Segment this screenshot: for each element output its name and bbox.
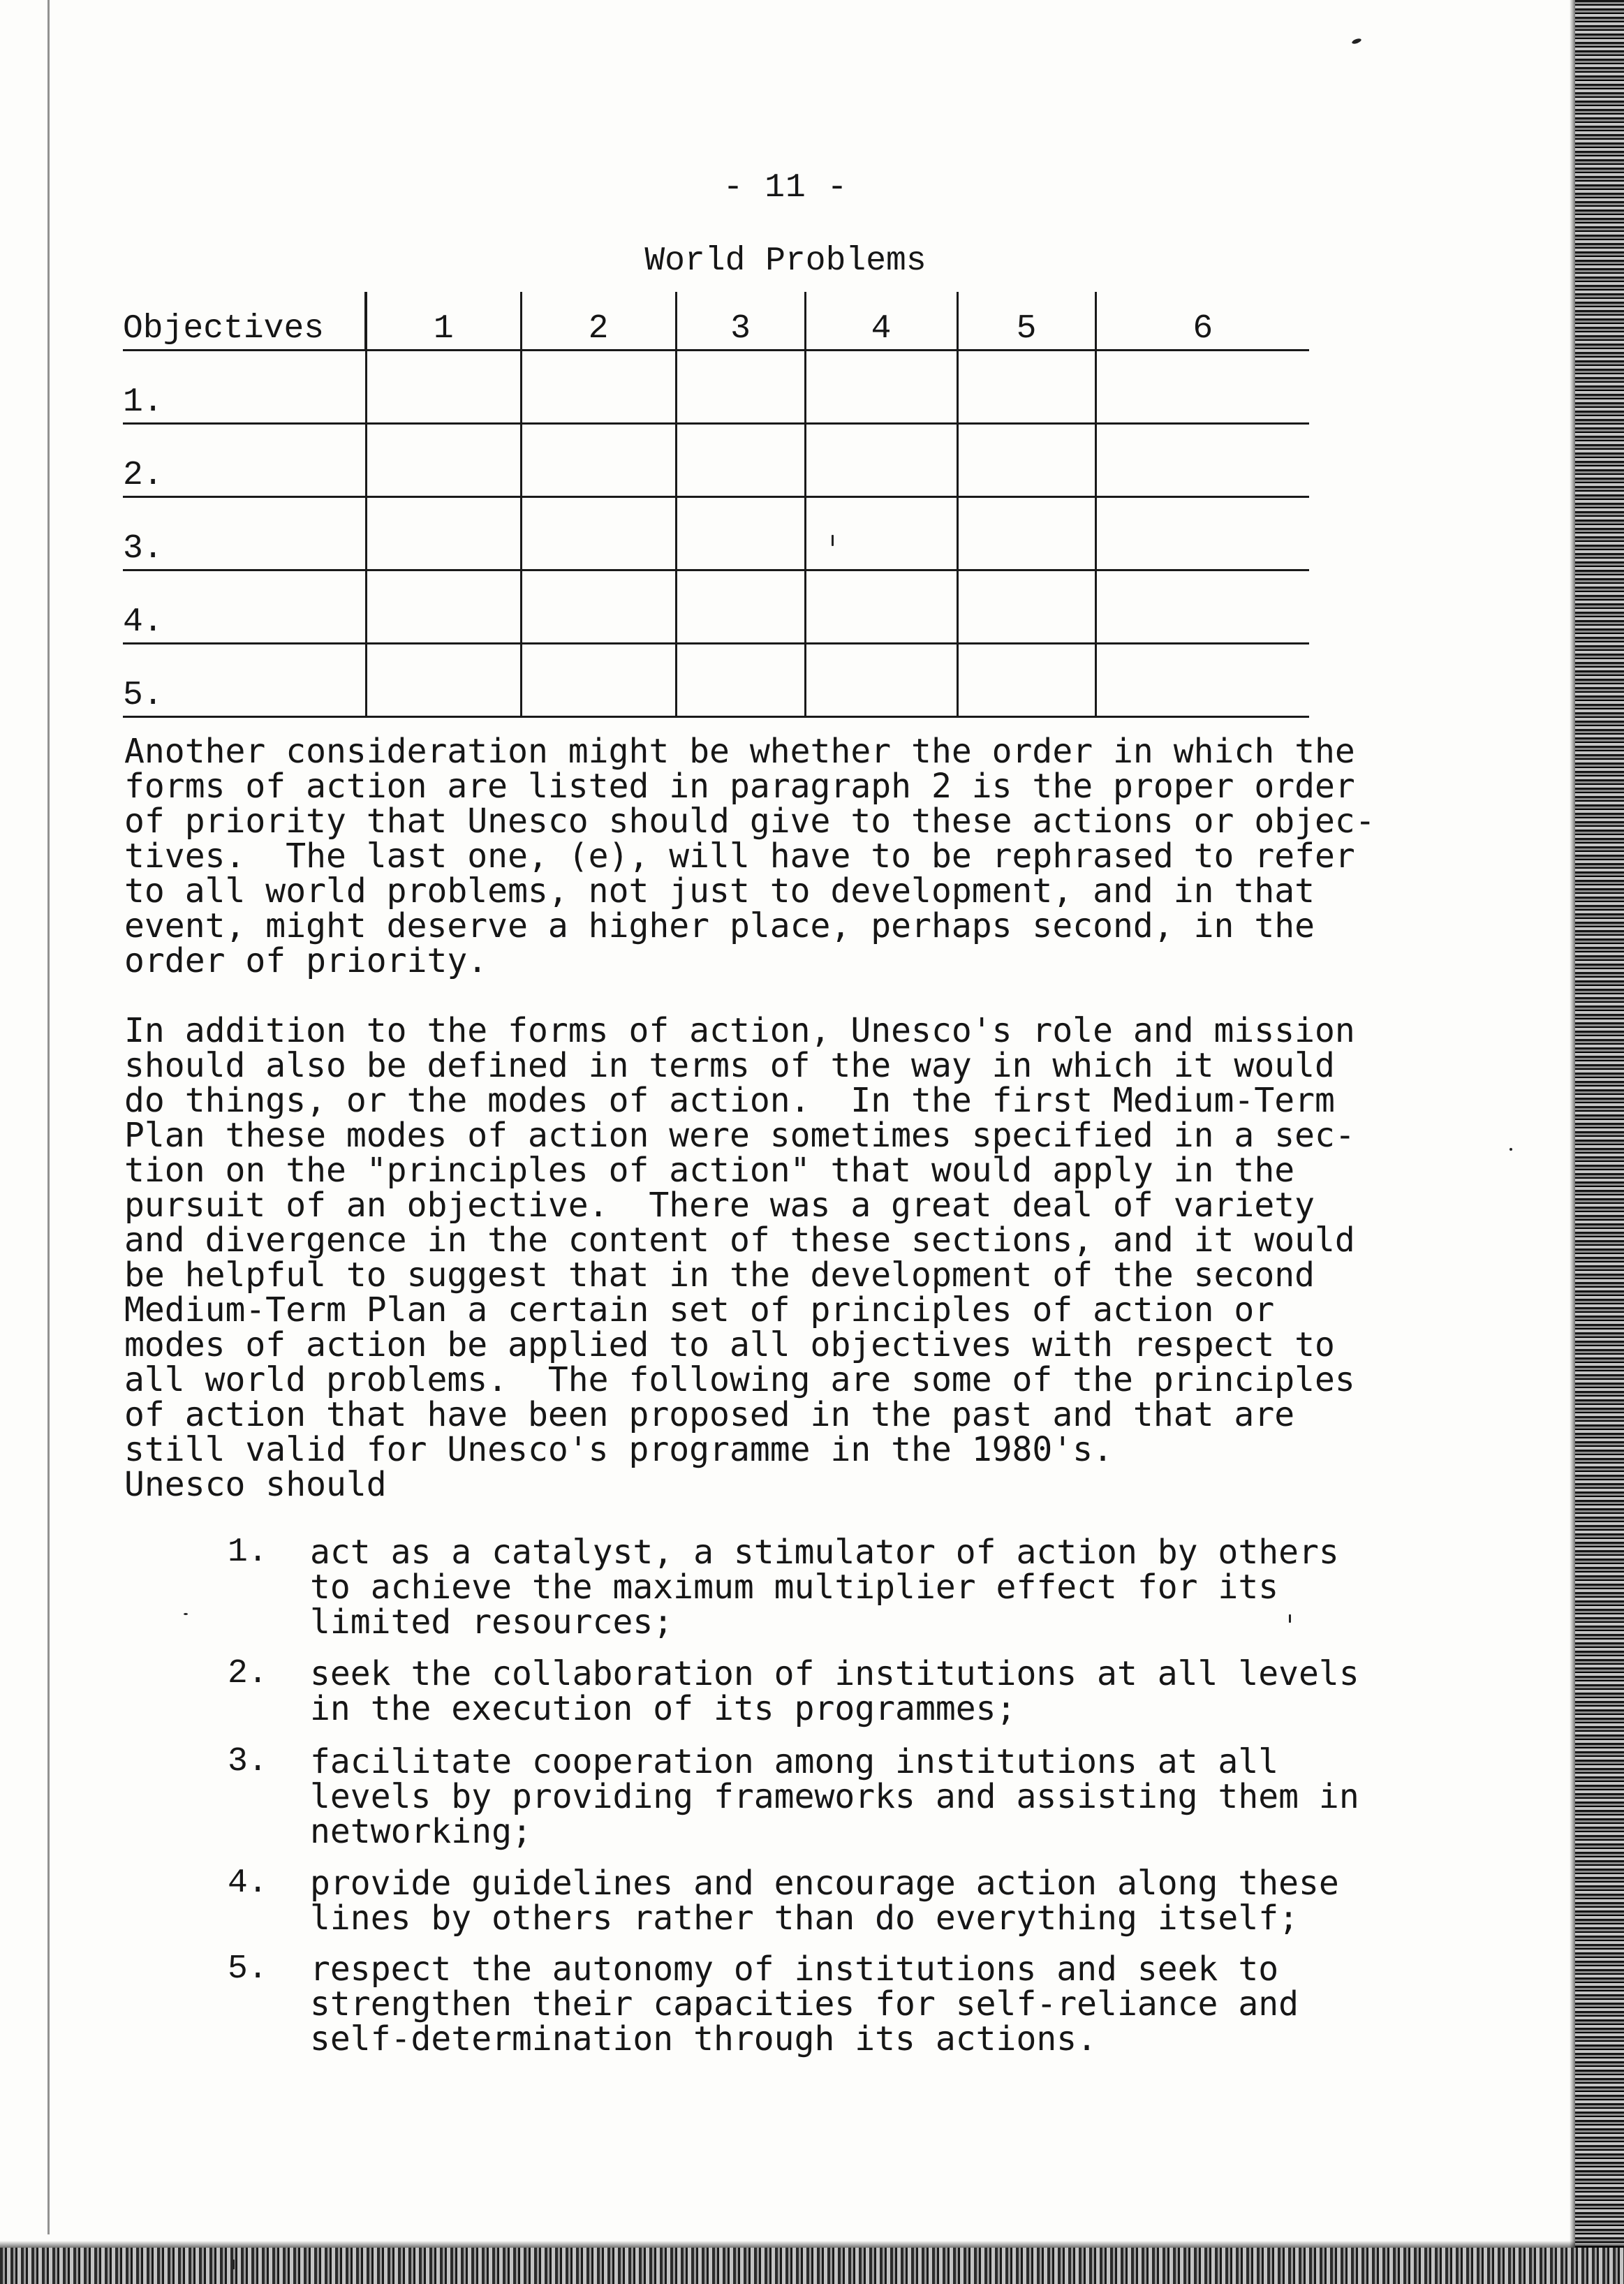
list-item-number: 4. [228, 1864, 268, 1902]
table-cell [1095, 424, 1309, 497]
table-cell [1095, 570, 1309, 644]
table-cell [1095, 351, 1309, 424]
scan-speck [1351, 38, 1361, 45]
table-cell [805, 351, 957, 424]
table-cell [521, 570, 676, 644]
table-cell [521, 424, 676, 497]
table-row [123, 644, 1309, 717]
table-row [123, 424, 1309, 497]
paragraph-modes-of-action: In addition to the forms of action, Unesco's role and mission should also be defined in terms of the way in which it would do things, or the modes of action. In the first Medium-Term Plan these modes of action were sometimes specified in a sec- tion on the "principles of action" that would apply in the pursuit of an objective. There was a great deal of variety and divergence in the content of these sections, and it would be helpful to suggest that in the development of the second Medium-Term Plan a certain set of principles of action or modes of action be applied to all objectives with respect to all world problems. The following are some of the principles of action that have been proposed in the past and that are still valid for Unesco's programme in the 1980's. Unesco should [124, 1011, 1355, 1504]
row-label: 2. [123, 424, 366, 497]
world-problems-table [123, 292, 1309, 718]
scan-margin-rule [47, 0, 50, 2234]
table-cell [366, 497, 521, 570]
table-cell [366, 351, 521, 424]
column-header: 3 [676, 292, 805, 351]
table-cell [676, 497, 805, 570]
table-row [123, 497, 1309, 570]
table-cell [521, 644, 676, 717]
table-cell [676, 351, 805, 424]
table-cell [957, 497, 1095, 570]
objectives-header: Objectives [123, 292, 366, 351]
table-cell [366, 424, 521, 497]
table-cell [957, 424, 1095, 497]
table-cell [676, 570, 805, 644]
table-cell [805, 424, 957, 497]
table-cell [366, 570, 521, 644]
scan-speck [184, 1613, 188, 1615]
table-row [123, 351, 1309, 424]
list-item-number: 3. [228, 1743, 268, 1781]
table-cell [957, 570, 1095, 644]
row-label: 4. [123, 570, 366, 644]
column-header: 5 [957, 292, 1095, 351]
scan-speck [1509, 1148, 1512, 1151]
scan-speck [232, 2260, 235, 2269]
column-header: 4 [805, 292, 957, 351]
list-item-text: facilitate cooperation among institutions at all levels by providing frameworks and assisting them in networking; [310, 1742, 1359, 1851]
table-cell [366, 644, 521, 717]
paragraph-priority-order: Another consideration might be whether the order in which the forms of action are listed in paragraph 2 is the proper order of priority that Unesco should give to these actions or objec- tives. The last one, (e), will have to be rephrased to refer to all world problems, not just to development, and in that event, might deserve a higher place, perhaps second, in the order of priority. [124, 732, 1375, 980]
table-cell [805, 570, 957, 644]
row-label: 5. [123, 644, 366, 717]
table-cell [676, 644, 805, 717]
table-cell [957, 351, 1095, 424]
list-item-text: provide guidelines and encourage action along these lines by others rather than do everything itself; [310, 1864, 1339, 1938]
list-item-number: 5. [228, 1950, 268, 1988]
table-cell [521, 497, 676, 570]
table-row [123, 570, 1309, 644]
page-number: - 11 - [723, 169, 848, 207]
table-cell [805, 497, 957, 570]
row-label: 3. [123, 497, 366, 570]
table-cell [957, 644, 1095, 717]
list-item-number: 2. [228, 1655, 268, 1693]
list-item-number: 1. [228, 1533, 268, 1571]
table-cell [1095, 497, 1309, 570]
list-item-text: seek the collaboration of institutions at all levels in the execution of its programmes; [310, 1654, 1359, 1728]
table-cell [805, 644, 957, 717]
list-item-text: act as a catalyst, a stimulator of action by others to achieve the maximum multiplier effect for its limited resources; [310, 1533, 1339, 1642]
scan-bottom-edge [0, 2248, 1624, 2284]
table-header-row [123, 292, 1309, 351]
row-label: 1. [123, 351, 366, 424]
column-header: 6 [1095, 292, 1309, 351]
column-header: 2 [521, 292, 676, 351]
list-item-text: respect the autonomy of institutions and seek to strengthen their capacities for self-reliance and self-determination through its actions. [310, 1950, 1299, 2058]
column-header: 1 [366, 292, 521, 351]
scan-right-edge [1575, 0, 1624, 2284]
table-title: World Problems [644, 242, 927, 280]
table-cell [521, 351, 676, 424]
table-cell [1095, 644, 1309, 717]
table-cell [676, 424, 805, 497]
